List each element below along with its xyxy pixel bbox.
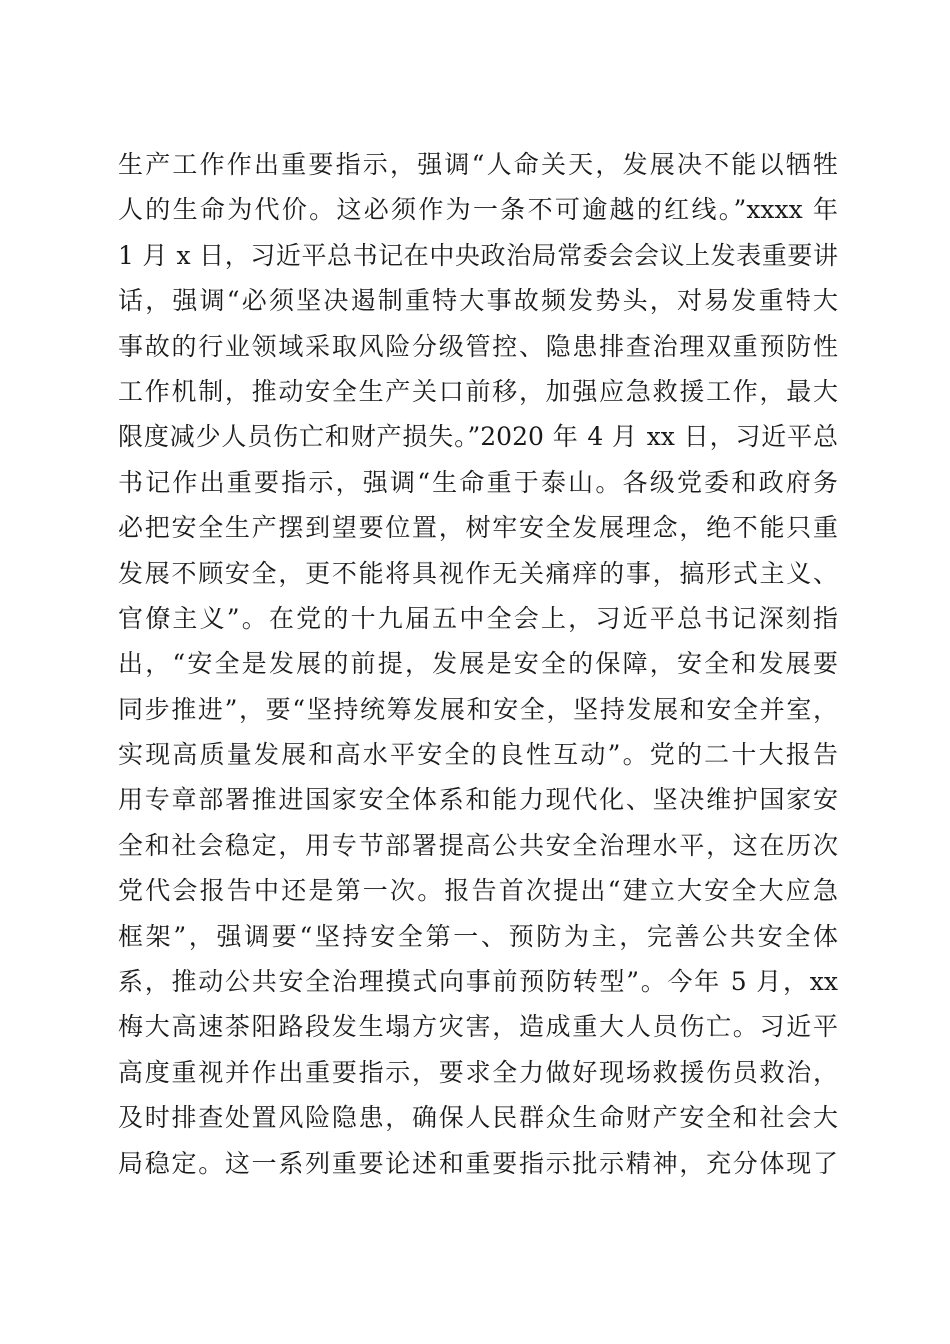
text-line: 话，强调“必须坚决遏制重特大事故频发势头，对易发重特大 xyxy=(118,286,838,316)
text-line: 局稳定。这一系列重要论述和重要指示批示精神，充分体现了 xyxy=(118,1148,838,1178)
text-line: 全和社会稳定，用专节部署提高公共安全治理水平，这在历次 xyxy=(118,830,838,860)
text-line: 系，推动公共安全治理摸式向事前预防转型”。今年 5 月，xx xyxy=(118,967,838,997)
text-line: 及时排查处置风险隐患，确保人民群众生命财产安全和社会大 xyxy=(118,1103,838,1133)
text-line: 必把安全生产摆到望要位置，树牢安全发展理念，绝不能只重 xyxy=(118,513,838,543)
text-line: 事故的行业领域采取风险分级管控、隐患排查治理双重预防性 xyxy=(118,331,838,361)
text-line: 用专章部署推进国家安全体系和能力现代化、坚决维护国家安 xyxy=(118,785,838,815)
text-line: 1 月 x 日，习近平总书记在中央政治局常委会会议上发表重要讲 xyxy=(118,240,838,270)
text-line: 实现高质量发展和高水平安全的良性互动”。党的二十大报告 xyxy=(118,740,838,770)
text-line: 人的生命为代价。这必须作为一条不可逾越的红线。”xxxx 年 xyxy=(118,195,838,225)
text-line: 工作机制，推动安全生产关口前移，加强应急救援工作，最大 xyxy=(118,376,838,406)
text-line: 框架”，强调要“坚持安全第一、预防为主，完善公共安全体 xyxy=(118,921,838,951)
text-line: 党代会报告中还是第一次。报告首次提出“建立大安全大应急 xyxy=(118,876,838,906)
text-line: 发展不顾安全，更不能将具视作无关痛痒的事，搞形式主义、 xyxy=(118,558,838,588)
text-line: 高度重视并作出重要指示，要求全力做好现场救援伤员救治， xyxy=(118,1057,838,1087)
text-line: 出，“安全是发展的前提，发展是安全的保障，安全和发展要 xyxy=(118,649,838,679)
text-line: 官僚主义”。在党的十九届五中全会上，习近平总书记深刻指 xyxy=(118,603,838,633)
text-line: 梅大高速茶阳路段发生塌方灾害，造成重大人员伤亡。习近平 xyxy=(118,1012,838,1042)
body-text xyxy=(118,142,838,1186)
text-line: 书记作出重要指示，强调“生命重于泰山。各级党委和政府务 xyxy=(118,467,838,497)
text-line: 限度减少人员伤亡和财产损失。”2020 年 4 月 xx 日，习近平总 xyxy=(118,422,838,452)
text-line: 同步推进”，要“坚持统筹发展和安全，坚持发展和安全并室， xyxy=(118,694,838,724)
text-line: 生产工作作出重要指示，强调“人命关天，发展决不能以牺牲 xyxy=(118,150,838,179)
